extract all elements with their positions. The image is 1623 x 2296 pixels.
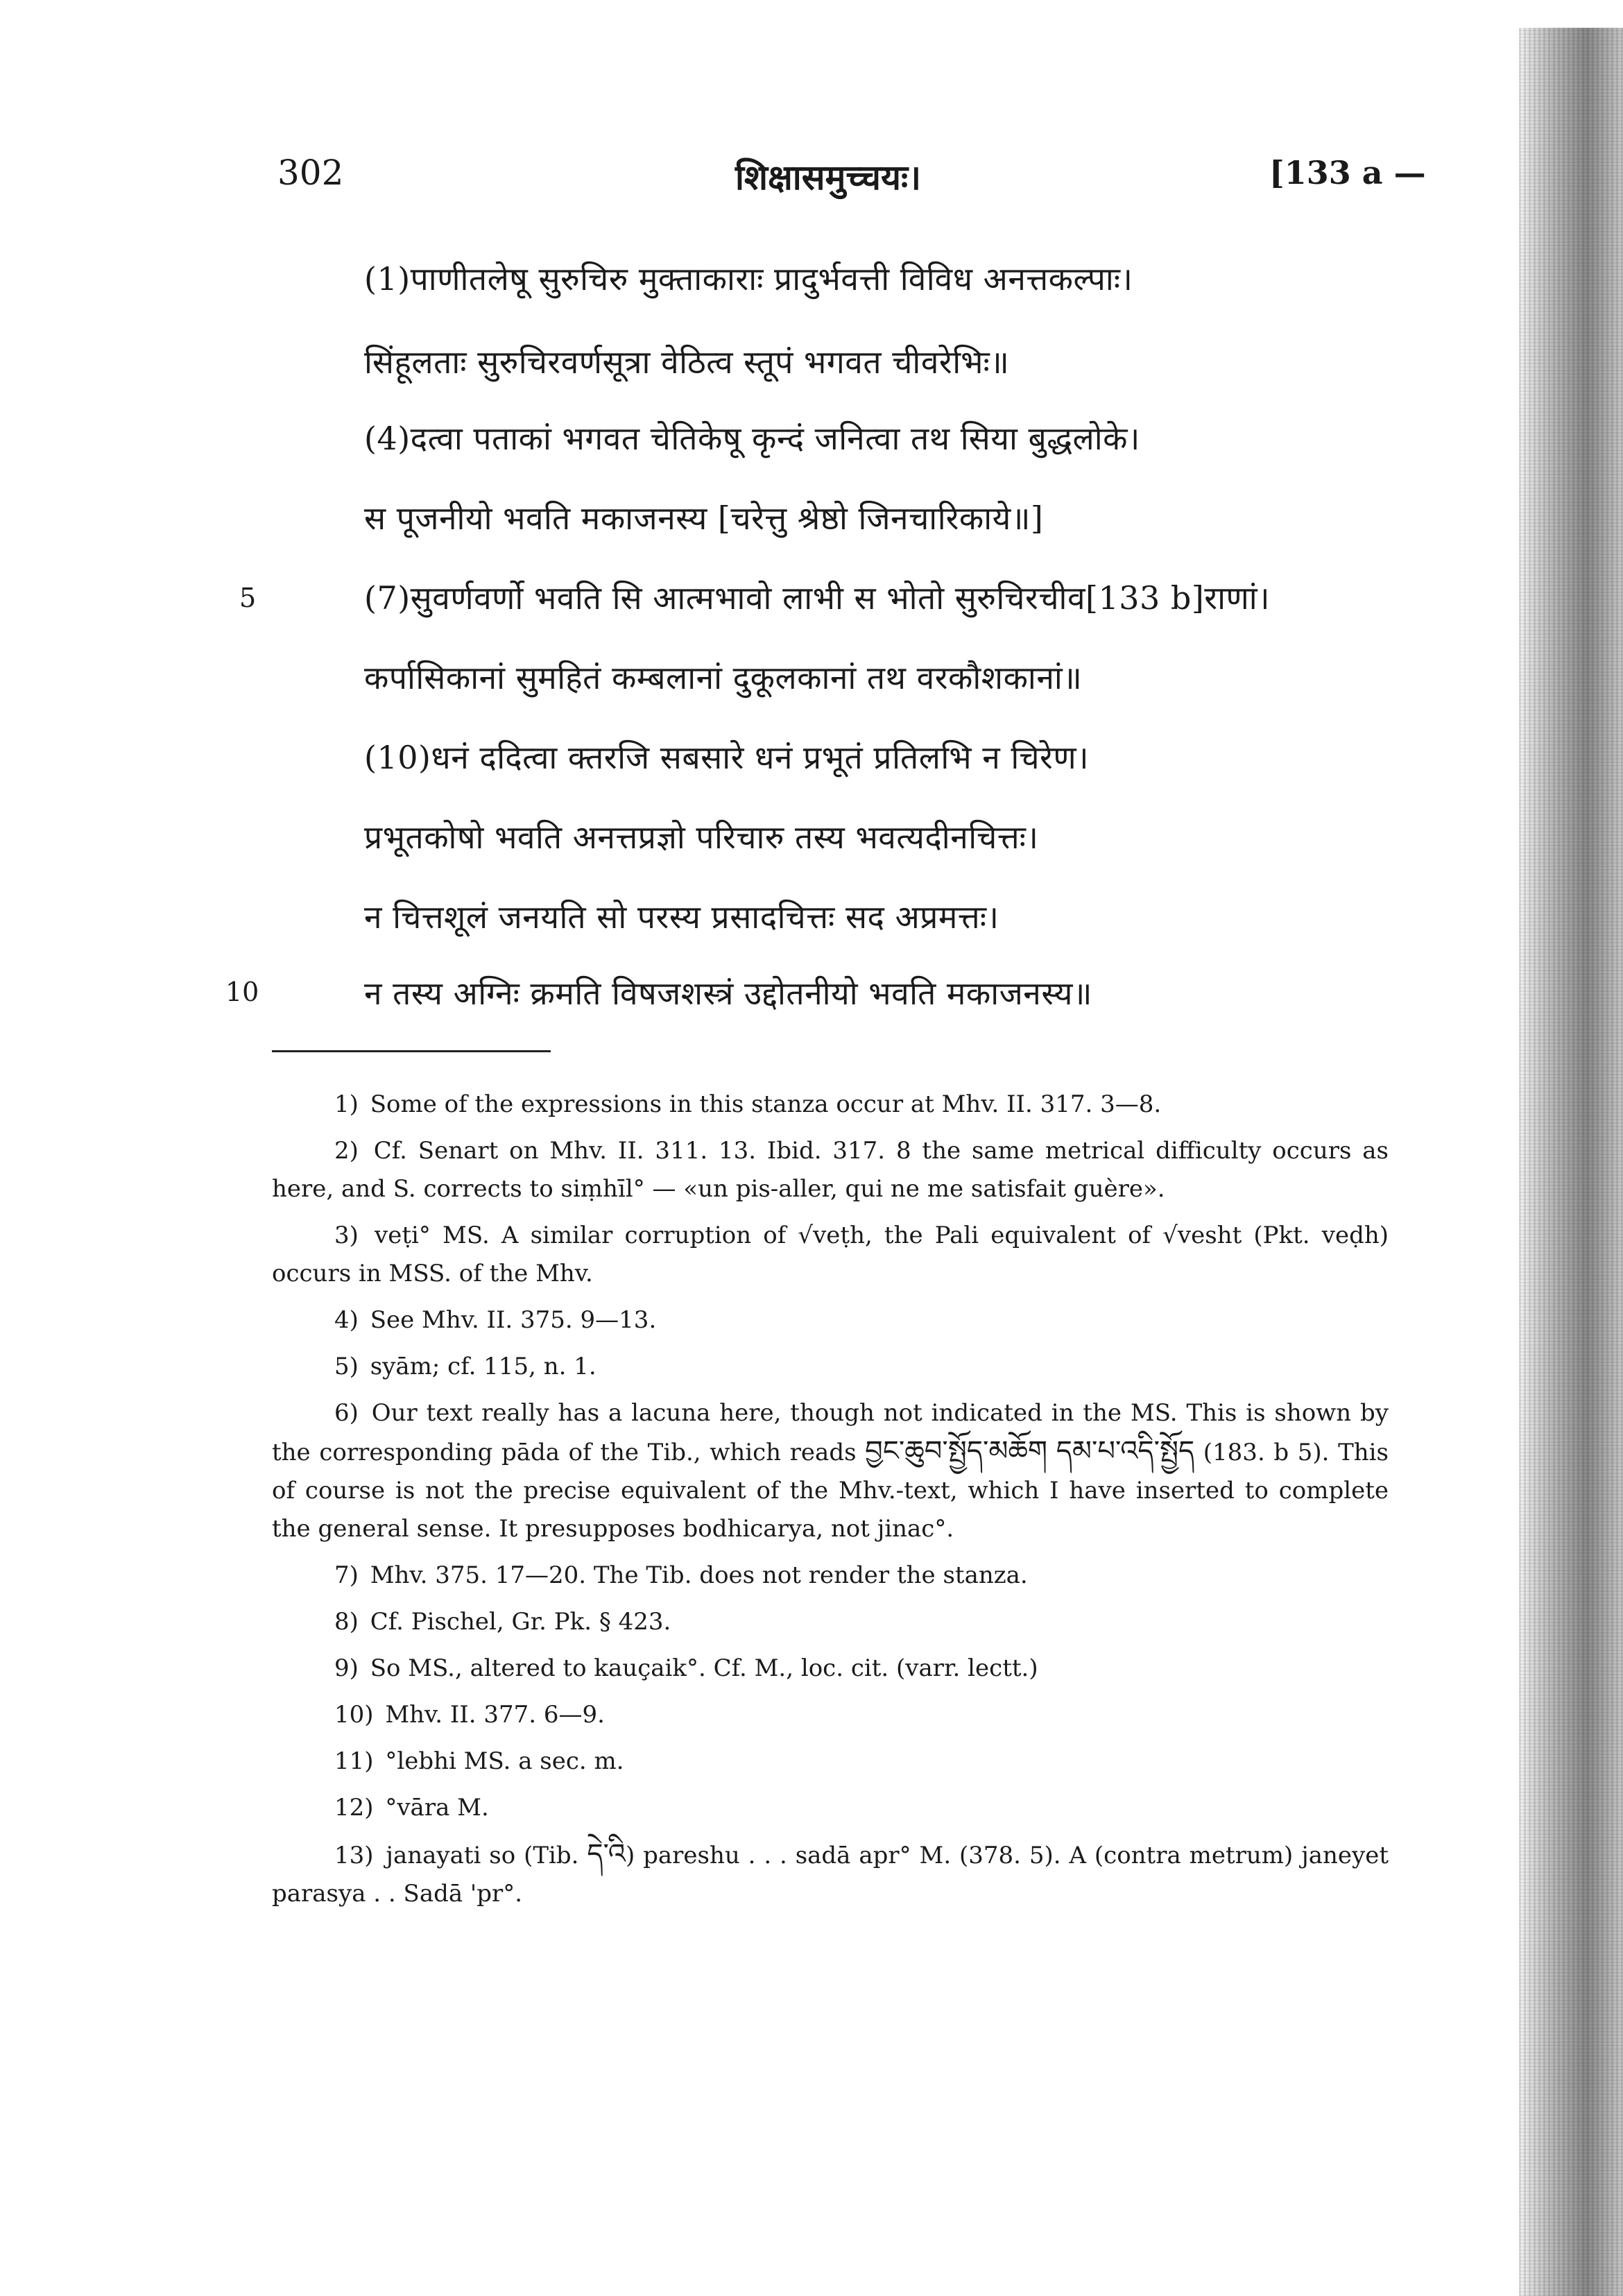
footnote: 1) Some of the expressions in this stanza occur at Mhv. II. 317. 3—8. bbox=[334, 1090, 1162, 1118]
tibetan-text: དམ་པ་འདི་སྤྱོད bbox=[1056, 1435, 1195, 1467]
verse-line: न चित्तशूलं जनयति सो परस्य प्रसादचित्तः सद अप्रमत्तः। bbox=[364, 898, 999, 936]
footnote: 3) veṭi° MS. A similar corruption of √veṭh, the Pali equivalent of √vesht (Pkt. veḍh) occurs in MSS. of the Mhv. bbox=[272, 1222, 1389, 1287]
footnote: 7) Mhv. 375. 17—20. The Tib. does not render the stanza. bbox=[334, 1561, 1028, 1589]
footnote: 13) janayati so (Tib. དེ་འི) pareshu . . . sadā apr° M. (378. 5). A (contra metrum) janeyet parasya . . Sadā 'pr°. bbox=[272, 1838, 1389, 1908]
verse-line: (7)सुवर्णवर्णो भवति सि आत्मभावो लाभी स भोतो सुरुचिरचीव[133 b]राणां। bbox=[364, 579, 1271, 617]
verse-line: प्रभूतकोषो भवति अनत्तप्रज्ञो परिचारु तस्य भवत्यदीनचित्तः। bbox=[364, 819, 1039, 856]
footnote: 2) Cf. Senart on Mhv. II. 311. 13. Ibid. 317. 8 the same metrical difficulty occurs as here, and S. corrects to siṃhīl° — «un pis-aller, qui ne me satisfait guère». bbox=[272, 1137, 1389, 1203]
line-number-10: 10 bbox=[225, 977, 259, 1007]
footnote: 6) Our text really has a lacuna here, though not indicated in the MS. This is shown by the corresponding pāda of the Tib., which reads བྱང་ཆུབ་སྤྱོད་མཆོག དམ་པ་འདི་སྤྱོད (183. b 5). This of course is not the precise equivalent of the Mhv.-text, which I have inserted to complete the general sense. It presupposes bodhicarya, not jinac°. bbox=[272, 1399, 1389, 1543]
footnote: 12) °vāra M. bbox=[334, 1794, 489, 1822]
footnote: 5) syām; cf. 115, n. 1. bbox=[334, 1353, 596, 1380]
verse-line: कर्पासिकानां सुमहितं कम्बलानां दुकूलकानां तथ वरकौशकानां॥ bbox=[364, 659, 1083, 696]
footnote: 11) °lebhi MS. a sec. m. bbox=[334, 1747, 624, 1775]
footnote: 8) Cf. Pischel, Gr. Pk. § 423. bbox=[334, 1608, 671, 1636]
verse-line: (10)धनं ददित्वा क्तरजि सबसारे धनं प्रभूतं प्रतिलभि न चिरेण। bbox=[364, 739, 1090, 776]
scan-shadow-edge bbox=[1519, 28, 1623, 2296]
footnote: 10) Mhv. II. 377. 6—9. bbox=[334, 1701, 605, 1729]
verse-line: न तस्य अग्निः क्रमति विषजशस्त्रं उद्दोतनीयो भवति मकाजनस्य॥ bbox=[364, 975, 1092, 1012]
footnotes bbox=[272, 1086, 1389, 1921]
footnote: 9) So MS., altered to kauçaik°. Cf. M., loc. cit. (varr. lectt.) bbox=[334, 1654, 1038, 1682]
page-number: 302 bbox=[277, 153, 344, 193]
running-title: शिक्षासमुच्चयः। bbox=[735, 157, 922, 198]
footnote-rule bbox=[272, 1050, 551, 1052]
verse-line: (1)पाणीतलेषू सुरुचिरु मुक्ताकाराः प्रादुर्भवत्ती विविध अनत्तकल्पाः। bbox=[364, 260, 1133, 298]
tibetan-text: དེ་འི bbox=[587, 1838, 626, 1870]
folio-reference: [133 a — bbox=[1269, 154, 1426, 191]
line-number-5: 5 bbox=[239, 583, 257, 613]
footnote: 4) See Mhv. II. 375. 9—13. bbox=[334, 1306, 657, 1334]
verse-line: (4)दत्वा पताकां भगवत चेतिकेषू कृन्दं जनित्वा तथ सिया बुद्धलोके। bbox=[364, 420, 1140, 457]
verse-line: स पूजनीयो भवति मकाजनस्य [चरेत्तु श्रेष्ठो जिनचारिकाये॥] bbox=[364, 499, 1044, 537]
tibetan-text: བྱང་ཆུབ་སྤྱོད་མཆོག bbox=[865, 1435, 1048, 1467]
verse-line: सिंहूलताः सुरुचिरवर्णसूत्रा वेठित्व स्तूपं भगवत चीवरेभिः॥ bbox=[364, 343, 1010, 381]
